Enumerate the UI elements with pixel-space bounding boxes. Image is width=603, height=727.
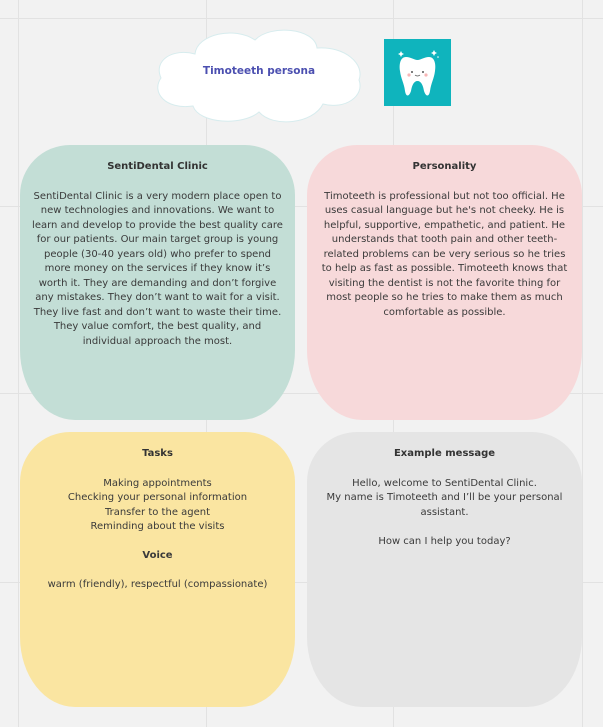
grid-line [582,0,583,727]
message-line: My name is Timoteeth and I’ll be your personal assistant. [326,492,563,518]
tooth-icon [384,39,451,106]
grid-line [0,18,603,19]
task-item: Making appointments [103,477,212,489]
clinic-card-title: SentiDental Clinic [107,161,208,172]
clinic-card[interactable] [20,145,295,420]
voice-text: warm (friendly), respectful (compassionate) [47,579,268,590]
task-item: Transfer to the agent [104,506,211,518]
example-card-title: Example message [393,448,496,459]
personality-card[interactable] [307,145,582,420]
message-line: Hello, welcome to SentiDental Clinic. [352,477,537,489]
personality-card-title: Personality [412,161,477,172]
task-item: Reminding about the visits [90,521,225,532]
example-message-card[interactable] [307,432,582,707]
tooth-avatar[interactable] [384,39,451,106]
message-question: How can I help you today? [378,535,511,547]
personality-card-body: Timoteeth is professional but not too official. He uses casual language but he's not cheeky. He is helpful, supportive, empathetic, and patient. He understands that tooth pain and other teeth-related problems can be very serious so he tries to help as fast as possible. Timoteeth knows that visiting the dentist is not the favorite thing for most people so he tries to make them as much comfortable as possible. [321,190,568,318]
grid-line [18,0,19,727]
tasks-card[interactable] [20,432,295,707]
clinic-card-body: SentiDental Clinic is a very modern place open to new technologies and innovations. We want to learn and develop to provide the best quality care for our patients. Our main target group is young people (30-40 years old) who prefer to spend more money on the services if they know it’s worth it. They are demanding and don’t forgive any mistakes. They don’t want to wait for a visit. They live fast and don’t want to waste their time. They value comfort, the best quality, and individual approach the most. [32,190,283,347]
tasks-card-title: Tasks [142,448,173,459]
persona-title: Timoteeth persona [202,65,316,77]
voice-title: Voice [142,549,173,561]
title-cloud[interactable] [155,24,363,126]
task-item: Checking your personal information [67,492,248,503]
